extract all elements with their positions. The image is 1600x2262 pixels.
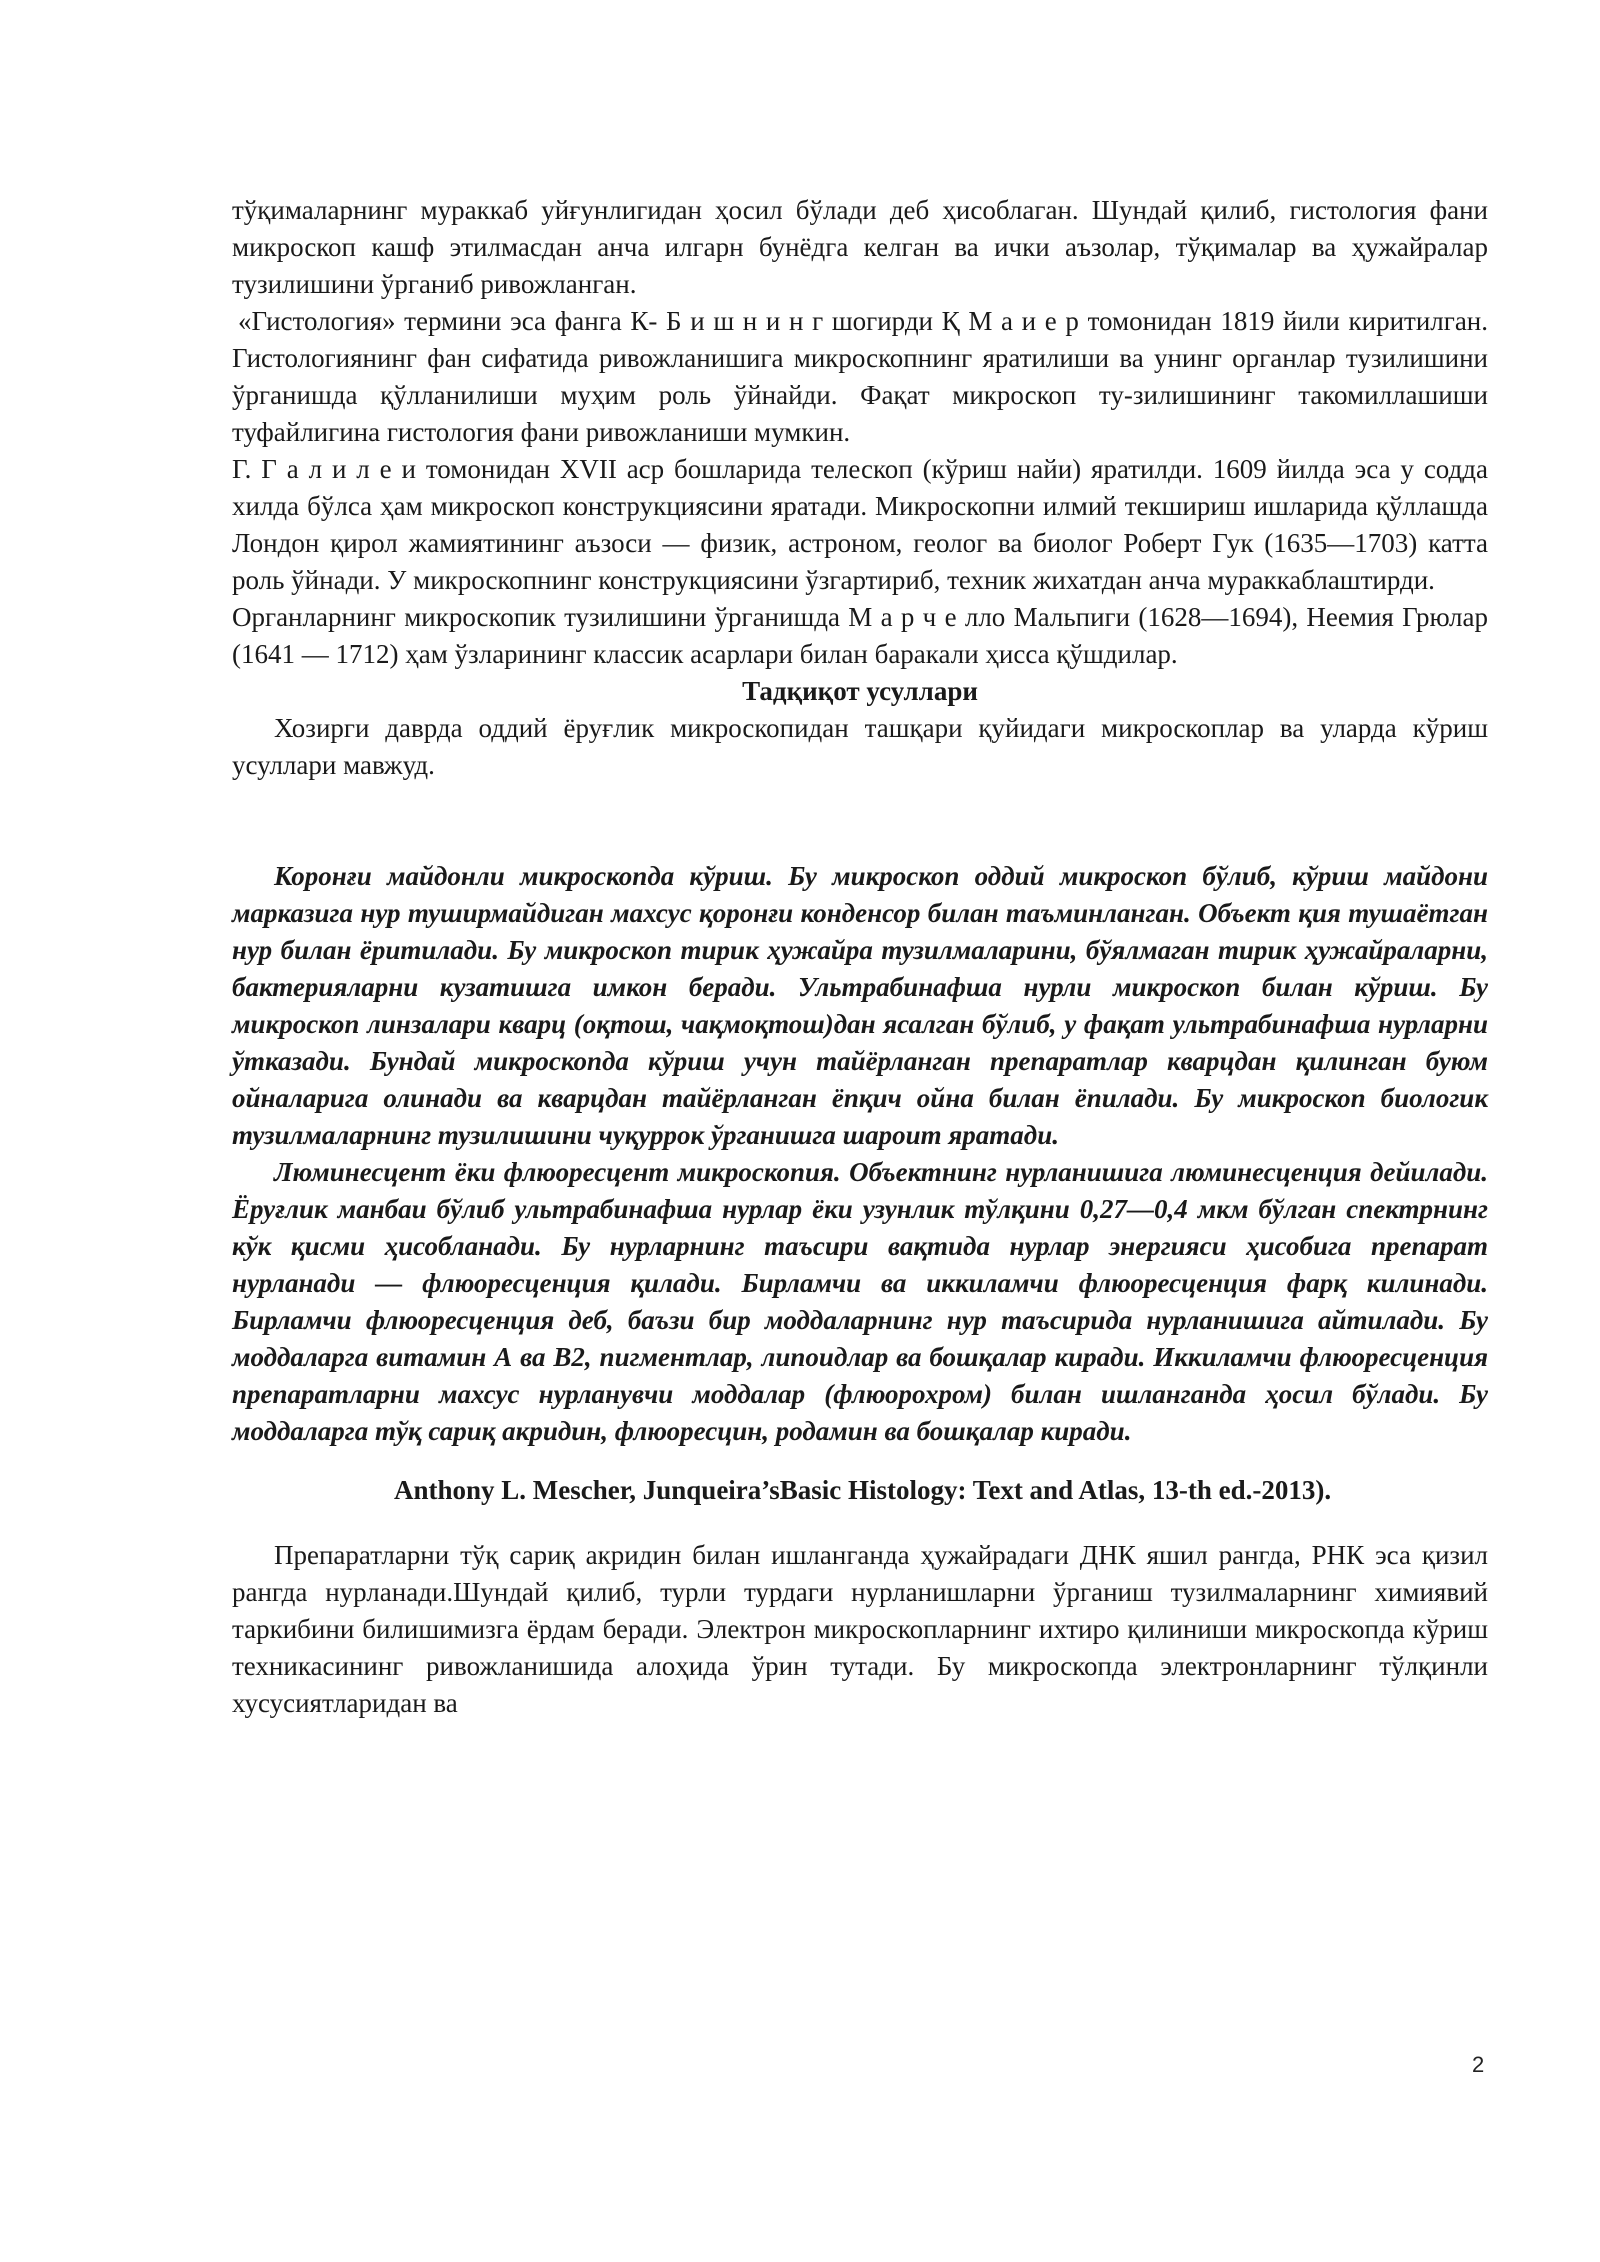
bold-paragraph-luminescent: Люминесцент ёки флюоресцент микроскопия. Объектнинг нурланишига люминесценция дейилади. Ёруғлик манбаи бўлиб ультрабинафша нурлар ёки узунлик тўлқини 0,27—0,4 мкм бўлган спектрнинг кўк қисми ҳисобланади. Бу нурларнинг таъсири вақтида нурлар энергияси ҳисобига препарат нурланади — флюоресценция қилади. Бирламчи ва иккиламчи флюоресценция фарқ килинади. Бирламчи флюоресценция деб, баъзи бир моддаларнинг нур таъсирида нурланишига айтилади. Бу моддаларга витамин А ва В2, пигментлар, липоидлар ва бошқалар киради. Иккиламчи флюоресценция препаратларни махсус нурланувчи моддалар (флюорохром) билан ишланганда ҳосил бўлади. Бу моддаларга тўқ сариқ акридин, флюоресцин, родамин ва бошқалар киради. — [232, 1157, 1488, 1446]
closing-paragraph: Препаратларни тўқ сариқ акридин билан ишланганда ҳужайрадаги ДНК яшил рангда, РНК эса қизил рангда нурланади.Шундай қилиб, турли турдаги нурланишларни ўрганиш тузилмаларнинг химиявий таркибини билишимизга ёрдам беради. Электрон микроскопларнинг ихтиро қилиниши микроскопда кўриш техникасининг ривожланишида алоҳида ўрин тутади. Бу микроскопда электронларнинг тўлқинли хусусиятларидан ва — [232, 1540, 1488, 1718]
section-intro: Хозирги даврда оддий ёруғлик микроскопидан ташқари қуйидаги микроскоплар ва уларда кўриш усуллари мавжуд. — [232, 713, 1488, 780]
section-heading: Тадқиқот усуллари — [742, 676, 978, 706]
page-number: 2 — [1472, 2052, 1485, 2077]
spacer — [232, 1450, 1488, 1472]
paragraph-intro-1: тўқималарнинг мураккаб уйғунлигидан ҳосил бўлади деб ҳисоблаган. Шундай қилиб, гистология фани микроскоп кашф этилмасдан анча илгарн бунёдга келган ва ички аъзолар, тўқималар ва ҳужайралар тузилишини ўрганиб ривожланган. — [232, 195, 1488, 299]
paragraph-intro-4: Органларнинг микроскопик тузилишини ўрганишда М а р ч е лло Мальпиги (1628—1694), Неемия Грюлар (1641 — 1712) ҳам ўзларининг классик асарлари билан баракали ҳисса қўшдилар. — [232, 602, 1488, 669]
document-page — [232, 192, 1488, 1722]
spacer — [232, 1509, 1488, 1537]
bold-paragraph-dark-field: Коронғи майдонли микроскопда кўриш. Бу микроскоп оддий микроскоп бўлиб, кўриш майдони марказига нур туширмайдиган махсус қоронғи конденсор билан таъминланган. Объект қия тушаётган нур билан ёритилади. Бу микроскоп тирик ҳужайра тузилмаларини, бўялмаган тирик ҳужайраларни, бактерияларни кузатишга имкон беради. Ультрабинафша нурли микроскоп билан кўриш. Бу микроскоп линзалари кварц (оқтош, чақмоқтош)дан ясалган бўлиб, у фақат ультрабинафша нурларни ўтказади. Бундай микроскопда кўриш учун тайёрланган препаратлар кварцдан қилинган буюм ойналарига олинади ва кварцдан тайёрланган ёпқич ойна билан ёпилади. Бу микроскоп биологик тузилмаларнинг тузилишини чуқуррок ўрганишга шароит яратади. — [232, 861, 1488, 1150]
paragraph-intro-2: «Гистология» термини эса фанга К- Б и ш н и н г шогирди Қ М а и е р томонидан 1819 йили киритилган. Гистологиянинг фан сифатида ривожланишига микроскопнинг яратилиши ва унинг органлар тузилишини ўрганишда қўлланилиши муҳим роль ўйнайди. Фақат микроскоп ту-зилишининг такомиллашиши туфайлигина гистология фани ривожланиши мумкин. — [232, 306, 1488, 447]
paragraph-intro-3: Г. Г а л и л е и томонидан XVII аср бошларида телескоп (кўриш найи) яратилди. 1609 йилда эса у содда хилда бўлса ҳам микроскоп конструкциясини яратади. Микроскопни илмий текшириш ишларида қўллашда Лондон қирол жамиятининг аъзоси — физик, астроном, геолог ва биолог Роберт Гук (1635—1703) катта роль ўйнади. У микроскопнинг конструкциясини ўзгартириб, техник жихатдан анча мураккаблаштирди. — [232, 454, 1488, 595]
spacer — [232, 784, 1488, 858]
reference-citation: Anthony L. Mescher, Junqueira’sBasic Histology: Text and Atlas, 13-th ed.-2013). — [394, 1475, 1332, 1505]
